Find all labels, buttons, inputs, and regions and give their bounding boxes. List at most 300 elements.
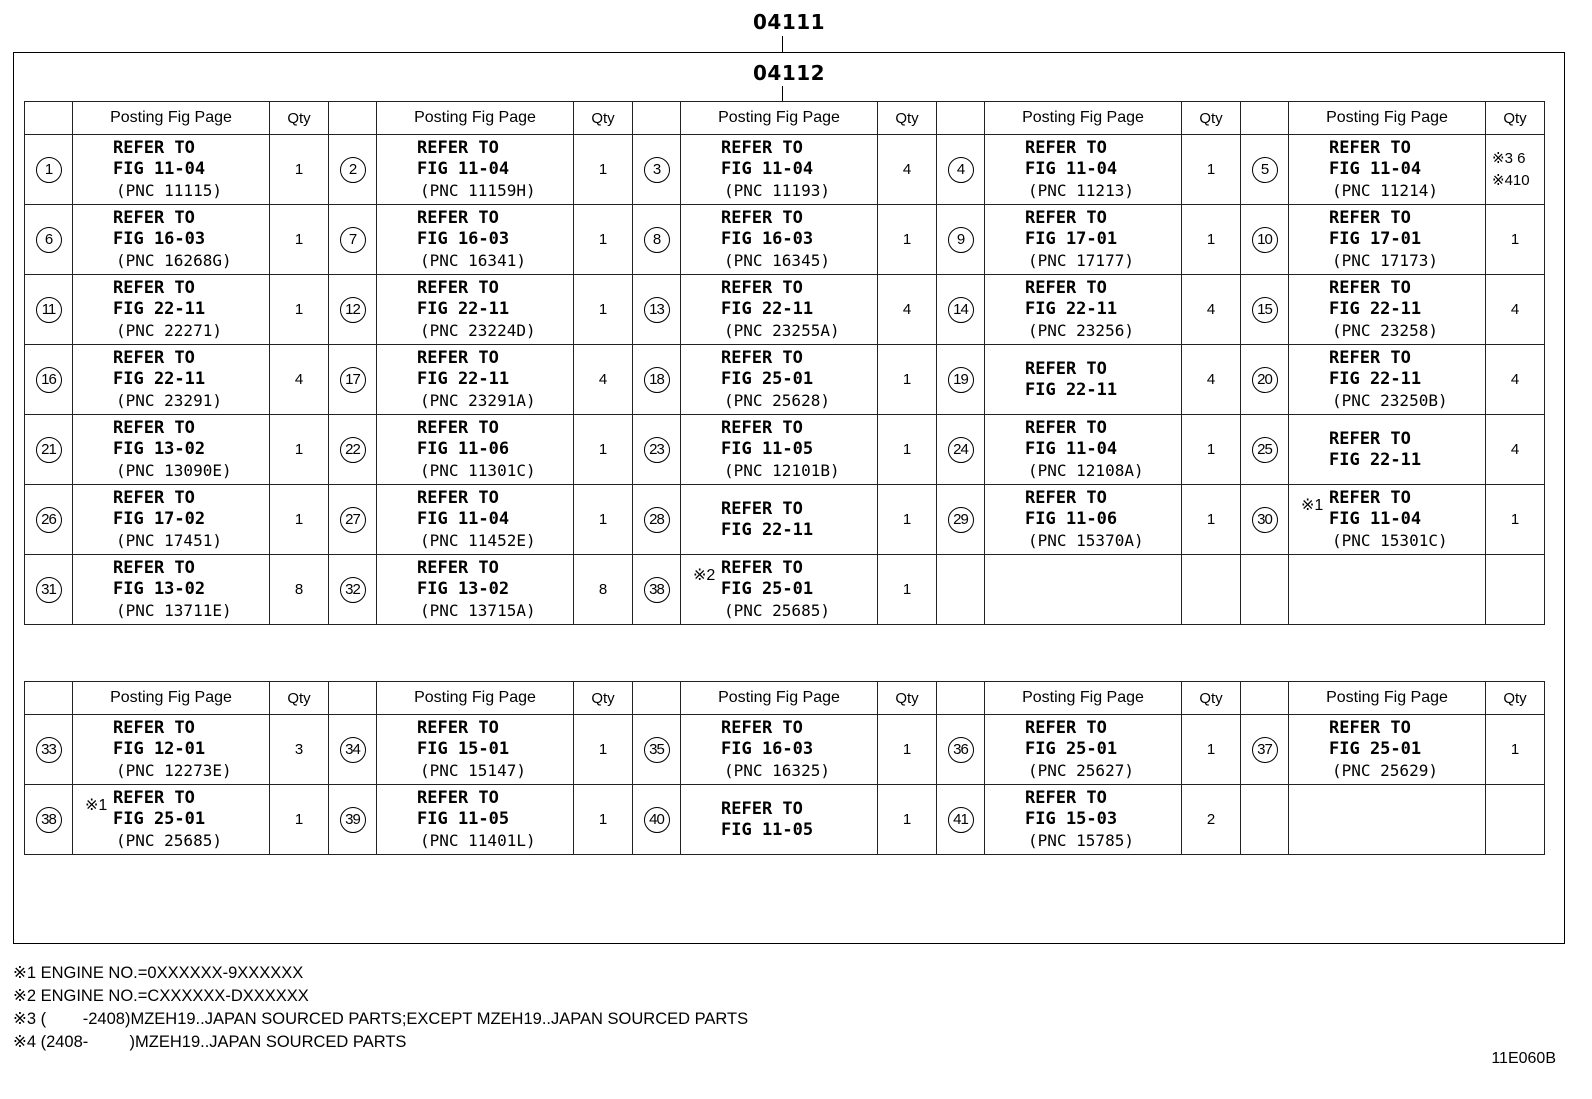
qty-value: 1	[294, 811, 304, 828]
qty-value: 8	[294, 581, 304, 598]
qty-value: 1	[598, 161, 608, 178]
part-number-cell	[25, 485, 73, 555]
table-row	[25, 275, 1545, 345]
header-qty: Qty	[878, 682, 937, 715]
posting-fig-page-cell	[377, 135, 574, 205]
figure-reference-link[interactable]: FIG 22-11	[113, 369, 206, 389]
note-mark: ※2	[693, 567, 716, 584]
pnc-code: (PNC 25685)	[116, 831, 222, 850]
part-number-cell	[633, 135, 681, 205]
figure-reference-link[interactable]: FIG 11-04	[1025, 159, 1118, 179]
part-number-cell	[25, 415, 73, 485]
header-index-cell	[937, 682, 985, 715]
posting-fig-page-cell	[73, 485, 270, 555]
table-row	[25, 715, 1545, 785]
refer-to-label: REFER TO	[1025, 488, 1107, 508]
qty-value: 1	[1206, 231, 1216, 248]
pnc-code: (PNC 23224D)	[420, 321, 536, 340]
part-number-badge[interactable]: 6	[36, 227, 62, 253]
figure-reference-link[interactable]: FIG 16-03	[113, 229, 206, 249]
leader-line-inner	[782, 86, 783, 101]
figure-reference-link[interactable]: FIG 25-01	[721, 579, 814, 599]
pnc-code: (PNC 16325)	[724, 761, 830, 780]
qty-cell	[878, 485, 937, 555]
posting-fig-page-cell	[73, 275, 270, 345]
reference-text	[1289, 429, 1485, 471]
refer-to-label: REFER TO	[113, 558, 195, 578]
posting-fig-page-cell	[681, 135, 878, 205]
part-number-cell	[937, 205, 985, 275]
posting-fig-page-cell	[985, 785, 1182, 855]
posting-fig-page-cell	[73, 135, 270, 205]
refer-to-label: REFER TO	[1329, 278, 1411, 298]
posting-fig-page-cell	[985, 135, 1182, 205]
refer-to-label: REFER TO	[417, 348, 499, 368]
qty-cell	[1486, 345, 1545, 415]
posting-fig-page-cell	[681, 785, 878, 855]
refer-to-label: REFER TO	[1329, 488, 1411, 508]
pnc-code: (PNC 16268G)	[116, 251, 232, 270]
qty-value: 8	[598, 581, 608, 598]
pnc-code: (PNC 11301C)	[420, 461, 536, 480]
qty-cell	[270, 485, 329, 555]
qty-cell	[878, 135, 937, 205]
refer-to-label: REFER TO	[1329, 428, 1411, 449]
reference-text	[985, 359, 1181, 401]
table-row	[25, 785, 1545, 855]
header-qty: Qty	[1486, 102, 1545, 135]
reference-text	[985, 418, 1181, 481]
header-index-cell	[937, 102, 985, 135]
part-number-badge[interactable]: 30	[1252, 507, 1278, 533]
figure-reference-link[interactable]: FIG 17-02	[113, 509, 206, 529]
figure-reference-link[interactable]: FIG 11-05	[721, 439, 814, 459]
qty-value: 4	[1206, 371, 1216, 388]
header-index-cell	[329, 682, 377, 715]
reference-text	[985, 208, 1181, 271]
pnc-code: (PNC 15370A)	[1028, 531, 1144, 550]
header-qty: Qty	[878, 102, 937, 135]
qty-cell	[1486, 135, 1545, 205]
qty-cell	[1182, 135, 1241, 205]
part-number-badge[interactable]: 23	[644, 437, 670, 463]
refer-to-label: REFER TO	[417, 718, 499, 738]
figure-reference-link[interactable]: FIG 13-02	[113, 439, 206, 459]
part-number-cell	[937, 135, 985, 205]
refer-to-label: REFER TO	[1329, 208, 1411, 228]
qty-value: 4	[1510, 441, 1520, 458]
qty-value: 1	[598, 231, 608, 248]
header-row	[25, 102, 1545, 135]
posting-fig-page-cell	[1289, 555, 1486, 625]
part-number-badge[interactable]: 22	[340, 437, 366, 463]
figure-reference-link[interactable]: FIG 22-11	[1329, 449, 1422, 470]
qty-cell	[574, 785, 633, 855]
reference-text	[73, 348, 269, 411]
reference-text	[377, 348, 573, 411]
posting-fig-page-cell	[73, 345, 270, 415]
header-index-cell	[25, 682, 73, 715]
pnc-code: (PNC 12101B)	[724, 461, 840, 480]
part-number-badge[interactable]: 31	[36, 577, 62, 603]
posting-fig-page-cell	[1289, 275, 1486, 345]
figure-reference-link[interactable]: FIG 11-05	[417, 809, 510, 829]
refer-to-label: REFER TO	[1329, 718, 1411, 738]
reference-text	[377, 488, 573, 551]
qty-cell	[270, 135, 329, 205]
header-posting-fig-page: Posting Fig Page	[681, 682, 878, 715]
part-number-cell	[329, 205, 377, 275]
pnc-code: (PNC 23250B)	[1332, 391, 1448, 410]
qty-value: 1	[902, 581, 912, 598]
part-number-badge[interactable]: 14	[948, 297, 974, 323]
posting-fig-page-cell	[985, 205, 1182, 275]
qty-cell	[878, 415, 937, 485]
part-number-badge[interactable]: 21	[36, 437, 62, 463]
part-number-badge[interactable]: 12	[340, 297, 366, 323]
part-number-badge[interactable]: 25	[1252, 437, 1278, 463]
reference-text	[73, 418, 269, 481]
pnc-code: (PNC 12273E)	[116, 761, 232, 780]
pnc-code: (PNC 11115)	[116, 181, 222, 200]
posting-fig-page-cell	[377, 275, 574, 345]
part-number-cell	[329, 715, 377, 785]
part-number-badge[interactable]: 1	[36, 157, 62, 183]
figure-reference-link[interactable]: FIG 22-11	[1025, 379, 1118, 400]
part-number-badge[interactable]: 34	[340, 737, 366, 763]
table-row	[25, 345, 1545, 415]
figure-reference-link[interactable]: FIG 22-11	[417, 369, 510, 389]
qty-value: 4	[1510, 301, 1520, 318]
figure-reference-link[interactable]: FIG 11-06	[417, 439, 510, 459]
qty-value: 4	[1206, 301, 1216, 318]
part-number-cell	[633, 345, 681, 415]
qty-note: ※3 6	[1492, 149, 1526, 167]
posting-fig-page-cell	[1289, 205, 1486, 275]
part-number-badge[interactable]: 37	[1252, 737, 1278, 763]
figure-reference-link[interactable]: FIG 25-01	[1025, 739, 1118, 759]
reference-text	[985, 788, 1181, 851]
qty-cell	[574, 275, 633, 345]
part-number-cell	[329, 345, 377, 415]
refer-to-label: REFER TO	[1025, 358, 1107, 379]
part-number-cell	[1241, 555, 1289, 625]
part-number-badge[interactable]: 29	[948, 507, 974, 533]
header-index-cell	[633, 682, 681, 715]
footnote-3: ※3 ( -2408)MZEH19..JAPAN SOURCED PARTS;EXCEPT MZEH19..JAPAN SOURCED PARTS	[13, 1010, 749, 1028]
figure-reference-link[interactable]: FIG 17-01	[1329, 229, 1422, 249]
part-number-cell	[937, 555, 985, 625]
refer-to-label: REFER TO	[1025, 788, 1107, 808]
figure-reference-link[interactable]: FIG 11-04	[417, 159, 510, 179]
qty-value: 2	[1206, 811, 1216, 828]
reference-text	[1289, 718, 1485, 781]
part-number-cell	[937, 485, 985, 555]
qty-cell	[1182, 715, 1241, 785]
part-number-badge[interactable]: 32	[340, 577, 366, 603]
figure-reference-link[interactable]: FIG 25-01	[1329, 739, 1422, 759]
header-posting-fig-page: Posting Fig Page	[985, 102, 1182, 135]
refer-to-label: REFER TO	[721, 558, 803, 578]
figure-reference-link[interactable]: FIG 15-01	[417, 739, 510, 759]
part-number-badge[interactable]: 17	[340, 367, 366, 393]
pnc-code: (PNC 23258)	[1332, 321, 1438, 340]
figure-reference-link[interactable]: FIG 25-01	[721, 369, 814, 389]
figure-reference-link[interactable]: FIG 11-06	[1025, 509, 1118, 529]
part-number-badge[interactable]: 41	[948, 807, 974, 833]
part-number-badge[interactable]: 3	[644, 157, 670, 183]
figure-reference-link[interactable]: FIG 25-01	[113, 809, 206, 829]
figure-reference-link[interactable]: FIG 13-02	[113, 579, 206, 599]
refer-to-label: REFER TO	[721, 718, 803, 738]
posting-fig-page-cell	[985, 345, 1182, 415]
pnc-code: (PNC 23291A)	[420, 391, 536, 410]
figure-reference-link[interactable]: FIG 11-04	[721, 159, 814, 179]
posting-fig-page-cell	[681, 555, 878, 625]
reference-text	[377, 418, 573, 481]
qty-cell	[574, 485, 633, 555]
qty-cell	[270, 555, 329, 625]
posting-fig-page-cell	[377, 555, 574, 625]
part-number-badge[interactable]: 40	[644, 807, 670, 833]
figure-reference-link[interactable]: FIG 13-02	[417, 579, 510, 599]
reference-text	[681, 499, 877, 541]
figure-reference-link[interactable]: FIG 16-03	[721, 229, 814, 249]
part-number-badge[interactable]: 9	[948, 227, 974, 253]
part-number-badge[interactable]: 11	[36, 297, 62, 323]
reference-text	[681, 799, 877, 841]
qty-value: 1	[598, 741, 608, 758]
part-number-badge[interactable]: 27	[340, 507, 366, 533]
refer-to-label: REFER TO	[113, 208, 195, 228]
footnote-2: ※2 ENGINE NO.=CXXXXXX-DXXXXXX	[13, 987, 309, 1005]
refer-to-label: REFER TO	[113, 348, 195, 368]
reference-text	[681, 138, 877, 201]
figure-reference-link[interactable]: FIG 12-01	[113, 739, 206, 759]
qty-cell	[878, 715, 937, 785]
reference-text	[377, 558, 573, 621]
part-number-badge[interactable]: 38	[644, 577, 670, 603]
part-number-cell	[329, 275, 377, 345]
qty-value: 4	[294, 371, 304, 388]
figure-reference-link[interactable]: FIG 11-04	[1329, 159, 1422, 179]
qty-value: 1	[902, 231, 912, 248]
qty-value: 4	[1510, 371, 1520, 388]
posting-fig-page-cell	[1289, 345, 1486, 415]
posting-fig-page-cell	[1289, 785, 1486, 855]
reference-text	[985, 718, 1181, 781]
qty-cell	[574, 415, 633, 485]
part-number-cell	[937, 415, 985, 485]
posting-fig-page-cell	[377, 345, 574, 415]
pnc-code: (PNC 12108A)	[1028, 461, 1144, 480]
part-number-cell	[25, 275, 73, 345]
table-row	[25, 555, 1545, 625]
part-number-cell	[1241, 785, 1289, 855]
figure-reference-link[interactable]: FIG 22-11	[1329, 299, 1422, 319]
figure-reference-link[interactable]: FIG 16-03	[417, 229, 510, 249]
header-posting-fig-page: Posting Fig Page	[985, 682, 1182, 715]
header-posting-fig-page: Posting Fig Page	[1289, 102, 1486, 135]
reference-text	[377, 788, 573, 851]
part-number-badge[interactable]: 36	[948, 737, 974, 763]
figure-reference-link[interactable]: FIG 22-11	[1329, 369, 1422, 389]
part-number-cell	[1241, 345, 1289, 415]
refer-to-label: REFER TO	[417, 208, 499, 228]
assembly-number-inner: 04112	[753, 61, 826, 85]
posting-fig-page-cell	[73, 415, 270, 485]
part-number-badge[interactable]: 20	[1252, 367, 1278, 393]
refer-to-label: REFER TO	[1025, 718, 1107, 738]
header-qty: Qty	[574, 102, 633, 135]
part-number-cell	[329, 485, 377, 555]
part-number-cell	[937, 275, 985, 345]
part-number-badge[interactable]: 4	[948, 157, 974, 183]
part-number-badge[interactable]: 18	[644, 367, 670, 393]
part-number-cell	[329, 555, 377, 625]
reference-text	[985, 138, 1181, 201]
qty-cell	[574, 715, 633, 785]
refer-to-label: REFER TO	[113, 278, 195, 298]
part-number-cell	[633, 275, 681, 345]
header-qty: Qty	[1182, 682, 1241, 715]
part-number-badge[interactable]: 16	[36, 367, 62, 393]
part-number-cell	[633, 785, 681, 855]
figure-reference-link[interactable]: FIG 22-11	[1025, 299, 1118, 319]
part-number-badge[interactable]: 19	[948, 367, 974, 393]
header-qty: Qty	[1182, 102, 1241, 135]
figure-reference-link[interactable]: FIG 22-11	[721, 519, 814, 540]
qty-cell	[270, 205, 329, 275]
pnc-code: (PNC 22271)	[116, 321, 222, 340]
reference-text	[73, 278, 269, 341]
part-number-badge[interactable]: 26	[36, 507, 62, 533]
figure-reference-link[interactable]: FIG 16-03	[721, 739, 814, 759]
qty-cell	[270, 345, 329, 415]
qty-cell	[1182, 555, 1241, 625]
part-number-badge[interactable]: 13	[644, 297, 670, 323]
qty-cell	[878, 785, 937, 855]
part-number-badge[interactable]: 28	[644, 507, 670, 533]
posting-fig-page-cell	[73, 555, 270, 625]
footnote-4: ※4 (2408- )MZEH19..JAPAN SOURCED PARTS	[13, 1033, 407, 1051]
pnc-code: (PNC 15147)	[420, 761, 526, 780]
figure-reference-link[interactable]: FIG 11-04	[113, 159, 206, 179]
qty-cell	[574, 205, 633, 275]
pnc-code: (PNC 11214)	[1332, 181, 1438, 200]
reference-text	[73, 488, 269, 551]
part-number-badge[interactable]: 33	[36, 737, 62, 763]
posting-fig-page-cell	[1289, 485, 1486, 555]
posting-fig-page-cell	[377, 715, 574, 785]
pnc-code: (PNC 15785)	[1028, 831, 1134, 850]
part-number-badge[interactable]: 10	[1252, 227, 1278, 253]
part-number-cell	[25, 205, 73, 275]
part-number-badge[interactable]: 39	[340, 807, 366, 833]
part-number-cell	[633, 415, 681, 485]
note-mark: ※1	[1301, 497, 1324, 514]
header-posting-fig-page: Posting Fig Page	[377, 682, 574, 715]
header-index-cell	[25, 102, 73, 135]
pnc-code: (PNC 23256)	[1028, 321, 1134, 340]
refer-to-label: REFER TO	[1025, 278, 1107, 298]
figure-reference-link[interactable]: FIG 11-04	[1329, 509, 1422, 529]
header-index-cell	[1241, 682, 1289, 715]
part-number-cell	[633, 205, 681, 275]
qty-value: 4	[902, 301, 912, 318]
part-number-cell	[25, 555, 73, 625]
header-qty: Qty	[574, 682, 633, 715]
refer-to-label: REFER TO	[417, 138, 499, 158]
part-number-cell	[937, 715, 985, 785]
posting-fig-page-cell	[681, 345, 878, 415]
posting-fig-page-cell	[73, 785, 270, 855]
refer-to-label: REFER TO	[417, 558, 499, 578]
posting-fig-page-cell	[377, 205, 574, 275]
part-number-cell	[633, 555, 681, 625]
refer-to-label: REFER TO	[1329, 138, 1411, 158]
refer-to-label: REFER TO	[113, 488, 195, 508]
qty-value: 1	[1206, 161, 1216, 178]
refer-to-label: REFER TO	[1025, 138, 1107, 158]
qty-cell	[270, 415, 329, 485]
figure-reference-link[interactable]: FIG 11-04	[1025, 439, 1118, 459]
qty-value: 4	[598, 371, 608, 388]
header-index-cell	[1241, 102, 1289, 135]
refer-to-label: REFER TO	[417, 278, 499, 298]
pnc-code: (PNC 17173)	[1332, 251, 1438, 270]
qty-cell	[1486, 715, 1545, 785]
pnc-code: (PNC 11452E)	[420, 531, 536, 550]
figure-reference-link[interactable]: FIG 17-01	[1025, 229, 1118, 249]
part-number-cell	[1241, 485, 1289, 555]
qty-cell	[1486, 275, 1545, 345]
pnc-code: (PNC 15301C)	[1332, 531, 1448, 550]
pnc-code: (PNC 25627)	[1028, 761, 1134, 780]
figure-reference-link[interactable]: FIG 15-03	[1025, 809, 1118, 829]
qty-value: 1	[1206, 741, 1216, 758]
figure-reference-link[interactable]: FIG 22-11	[417, 299, 510, 319]
part-number-badge[interactable]: 2	[340, 157, 366, 183]
reference-text	[377, 138, 573, 201]
part-number-badge[interactable]: 38	[36, 807, 62, 833]
qty-cell	[1182, 785, 1241, 855]
part-number-cell	[1241, 135, 1289, 205]
footnotes	[13, 962, 748, 1054]
part-number-badge[interactable]: 8	[644, 227, 670, 253]
figure-reference-link[interactable]: FIG 11-05	[721, 819, 814, 840]
pnc-code: (PNC 25685)	[724, 601, 830, 620]
refer-to-label: REFER TO	[113, 718, 195, 738]
reference-text	[681, 348, 877, 411]
pnc-code: (PNC 25629)	[1332, 761, 1438, 780]
reference-text	[985, 278, 1181, 341]
figure-reference-link[interactable]: FIG 11-04	[417, 509, 510, 529]
header-posting-fig-page: Posting Fig Page	[73, 682, 270, 715]
part-number-badge[interactable]: 24	[948, 437, 974, 463]
qty-value: 1	[598, 441, 608, 458]
qty-value: 1	[902, 811, 912, 828]
part-number-badge[interactable]: 35	[644, 737, 670, 763]
qty-note: ※410	[1492, 171, 1530, 189]
refer-to-label: REFER TO	[1025, 418, 1107, 438]
part-number-badge[interactable]: 5	[1252, 157, 1278, 183]
figure-reference-link[interactable]: FIG 22-11	[721, 299, 814, 319]
qty-cell	[1182, 345, 1241, 415]
part-number-badge[interactable]: 7	[340, 227, 366, 253]
part-number-badge[interactable]: 15	[1252, 297, 1278, 323]
figure-reference-link[interactable]: FIG 22-11	[113, 299, 206, 319]
